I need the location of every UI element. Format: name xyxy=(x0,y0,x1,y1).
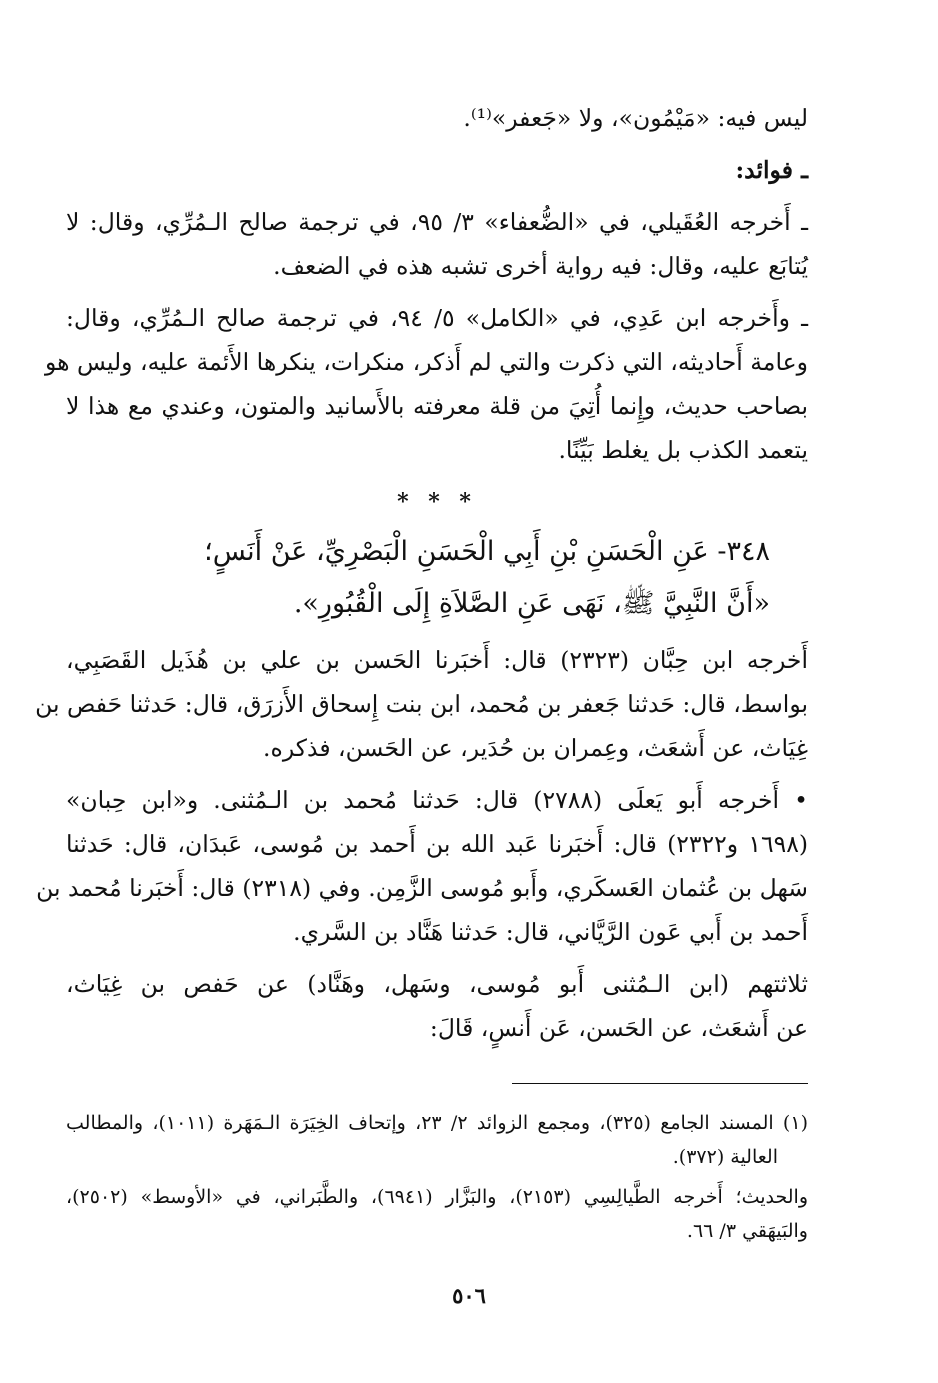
footnote-line: والبَيهَقي ٣/ ٦٦. xyxy=(686,1220,808,1242)
footnote-line: العالية (٣٧٢). xyxy=(672,1146,778,1168)
text-line: • أَخرجه أَبو يَعلَى (٢٧٨٨) قال: حَدثنا مُحمد بن الـمُثنى. و«ابن حِبان» xyxy=(66,786,808,814)
text-line: وعامة أَحاديثه، التي ذكرت والتي لم أَذكر، منكرات، ينكرها الأَئمة عليه، وليس هو xyxy=(44,348,808,376)
text-line: ـ أَخرجه العُقَيلي، في «الضُّعفاء» ٣/ ٩٥، في ترجمة صالح الـمُرِّي، وقال: لا xyxy=(66,208,808,236)
fawaid-heading xyxy=(66,148,808,192)
hadith-line: «أَنَّ النَّبِيَّ ﷺ، نَهَى عَنِ الصَّلاَةِ إِلَى الْقُبُورِ». xyxy=(293,588,770,619)
text-line: ثلاثتهم (ابن الـمُثنى أَبو مُوسى، وسَهل، وهَنَّاد) عن حَفص بن غِيَاث، xyxy=(66,970,808,998)
footnote-line: والحديث؛ أَخرجه الطَّيالِسِي (٢١٥٣)، والبَزَّار (٦٩٤١)، والطَّبَراني، في «الأوسط» (٢٥٠٢)، xyxy=(66,1186,808,1208)
text-line: ليس فيه: «مَيْمُون»، ولا «جَعفر»⁽¹⁾. xyxy=(463,104,808,132)
paragraph-abu-yala xyxy=(36,778,808,954)
hadith-line: ٣٤٨- عَنِ الْحَسَنِ بْنِ أَبِي الْحَسَنِ الْبَصْرِيِّ، عَنْ أَنَسٍ؛ xyxy=(204,536,770,567)
paragraph-uqayli xyxy=(66,200,808,288)
footnotes xyxy=(66,1106,808,1254)
hadith-text xyxy=(66,526,808,630)
footnote-2 xyxy=(66,1180,808,1248)
text-line: يُتابَع عليه، وقال: فيه رواية أخرى تشبه هذه في الضعف. xyxy=(273,252,808,280)
text-line: ـ وأَخرجه ابن عَدِي، في «الكامل» ٥/ ٩٤، في ترجمة صالح الـمُرِّي، وقال: xyxy=(66,304,808,332)
section-heading: ـ فوائد: xyxy=(735,156,808,184)
text-line: عن أَشعَث، عن الحَسن، عَن أَنسٍ، قَالَ: xyxy=(429,1014,808,1042)
text-line: (١٦٩٨ و٢٣٢٢) قال: أَخبَرنا عَبد الله بن أَحمد بن مُوسى، عَبدَان، قال: حَدثنا xyxy=(66,830,808,858)
footnote-line: (١) المسند الجامع (٣٢٥)، ومجمع الزوائد ٢/ ٢٣، وإتحاف الخِيَرَة الـمَهَرة (١٠١١)، والمطالب xyxy=(66,1112,808,1134)
page-number: ٥٠٦ xyxy=(452,1283,486,1308)
footnote-1 xyxy=(66,1106,808,1174)
paragraph-ibn-adi xyxy=(44,296,808,472)
main-text xyxy=(35,96,808,1058)
section-separator: * * * xyxy=(397,489,477,515)
text-line: بصاحب حديث، وإِنما أُتِيَ من قلة معرفته بالأَسانيد والمتون، وعندي مع هذا لا xyxy=(66,392,808,420)
text-line: بواسط، قال: حَدثنا جَعفر بن مُحمد، ابن بنت إِسحاق الأَزرَق، قال: حَدثنا حَفص بن xyxy=(35,690,808,718)
text-line: أَخرجه ابن حِبَّان (٢٣٢٣) قال: أَخبَرنا الحَسن بن علي بن هُذَيل القَصَبِي، xyxy=(66,646,808,674)
text-line: غِيَاث، عن أَشعَث، وعِمران بن حُدَير، عن الحَسن، فذكره. xyxy=(263,734,808,762)
text-line: يتعمد الكذب بل يغلط بَيِّنًا. xyxy=(558,436,808,464)
text-line: أَحمد بن أَبي عَون الرَّيَّاني، قال: حَدثنا هَنَّاد بن السَّري. xyxy=(293,918,808,946)
paragraph-thalathatuhum xyxy=(66,962,808,1050)
paragraph-ibn-hibban xyxy=(35,638,808,770)
text-line: سَهل بن عُثمان العَسكَري، وأَبو مُوسى الزَّمِن. وفي (٢٣١٨) قال: أَخبَرنا مُحمد بن xyxy=(36,874,808,902)
footnote-divider xyxy=(512,1083,808,1084)
opening-line xyxy=(66,96,808,140)
